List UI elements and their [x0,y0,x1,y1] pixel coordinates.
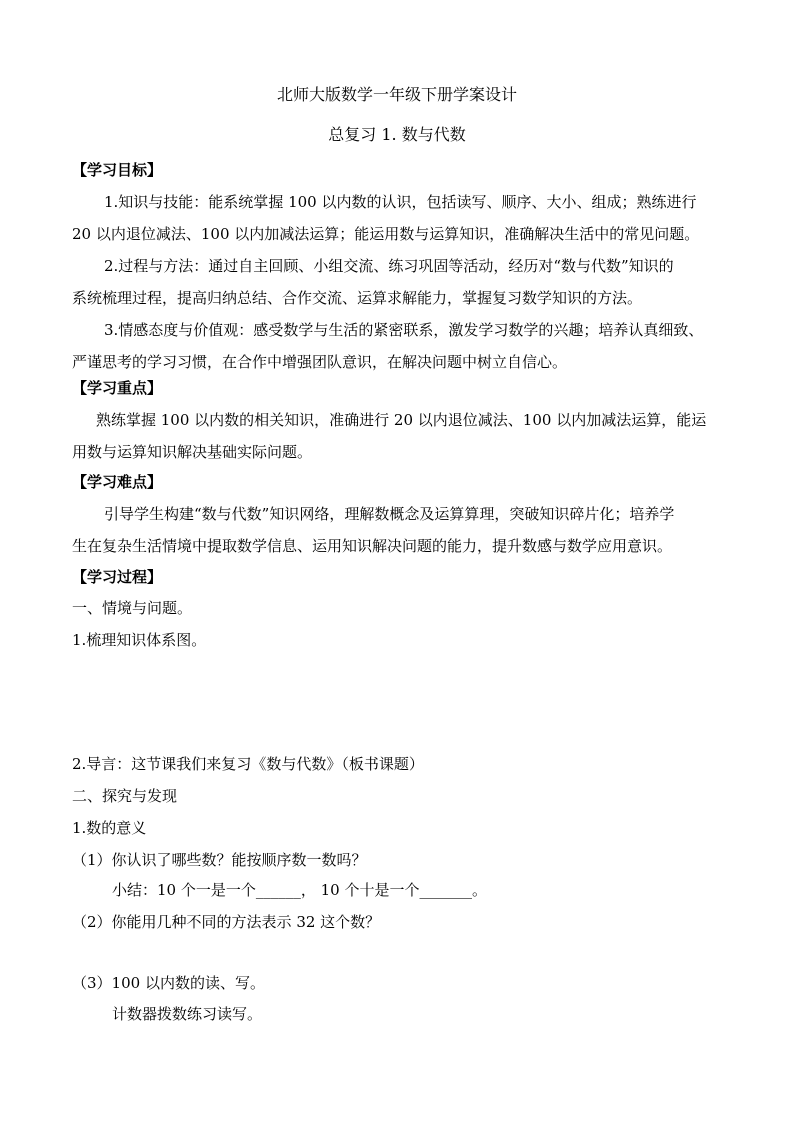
goal3-line1: 3.情感态度与价值观：感受数学与生活的紧密联系，激发学习数学的兴趣；培养认真细致、 [104,321,704,339]
section1-heading: 一、情境与问题。 [72,599,193,617]
process-heading: 【学习过程】 [72,568,163,586]
doc-subtitle: 总复习 1. 数与代数 [328,125,466,144]
goal1-line2: 20 以内退位减法、100 以内加减法运算；能运用数与运算知识，准确解决生活中的常见问题。 [72,225,700,243]
goal3-line2: 严谨思考的学习习惯，在合作中增强团队意识，在解决问题中树立自信心。 [72,353,568,371]
goal1-line1: 1.知识与技能：能系统掌握 100 以内数的认识，包括读写、顺序、大小、组成；熟练进行 [104,193,697,211]
question-3-note: 计数器拨数练习读写。 [112,1005,263,1023]
doc-title: 北师大版数学一年级下册学案设计 [276,85,517,104]
key-line1: 熟练掌握 100 以内数的相关知识，准确进行 20 以内退位减法、100 以内加减法运算，能运 [96,411,707,429]
summary-line: 小结：10 个一是一个______， 10 个十是一个_______。 [112,881,487,899]
goal2-line1: 2.过程与方法：通过自主回顾、小组交流、练习巩固等活动，经历对“数与代数”知识的 [104,257,674,275]
question-2: （2）你能用几种不同的方法表示 32 这个数？ [72,913,381,931]
difficult-line2: 生在复杂生活情境中提取数学信息、运用知识解决问题的能力，提升数感与数学应用意识。 [72,537,673,555]
item1: 1.梳理知识体系图。 [72,631,207,649]
difficult-line1: 引导学生构建“数与代数”知识网络，理解数概念及运算算理，突破知识碎片化；培养学 [104,505,675,523]
question-3: （3）100 以内数的读、写。 [72,974,265,992]
item2: 2.导言：这节课我们来复习《数与代数》（板书课题） [72,755,424,773]
key-heading: 【学习重点】 [72,379,163,397]
section2-heading: 二、探究与发现 [72,787,178,805]
sub1-heading: 1.数的意义 [72,819,147,837]
difficult-heading: 【学习难点】 [72,473,163,491]
question-1: （1）你认识了哪些数？能按顺序数一数吗？ [72,851,367,869]
goal2-line2: 系统梳理过程，提高归纳总结、合作交流、运算求解能力，掌握复习数学知识的方法。 [72,289,643,307]
key-line2: 用数与运算知识解决基础实际问题。 [72,443,313,461]
goals-heading: 【学习目标】 [72,161,163,179]
